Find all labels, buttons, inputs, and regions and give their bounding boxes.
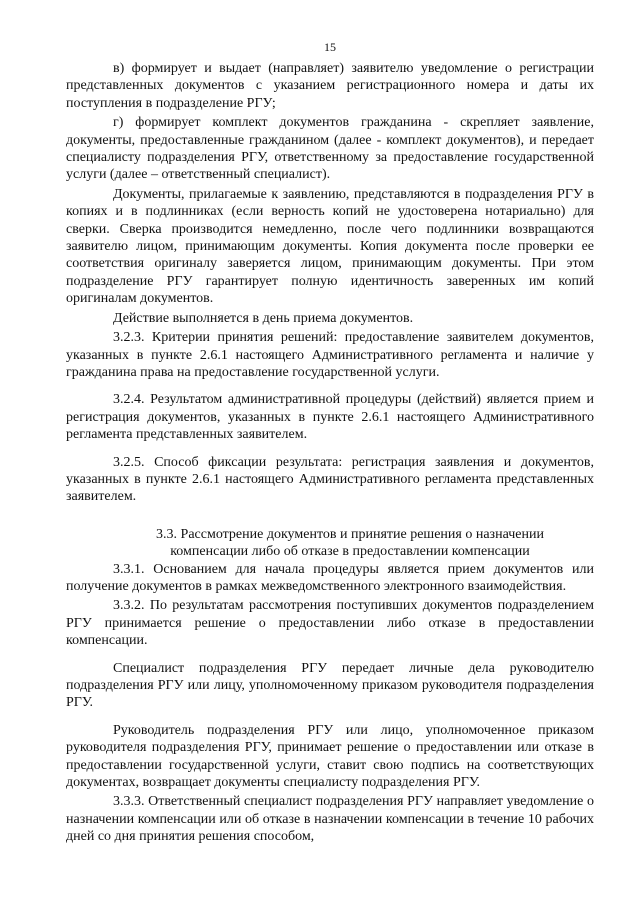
paragraph-3-2-3: 3.2.3. Критерии принятия решений: предоставление заявителем документов, указанных в пункте 2.6.1 настоящего Административного регламента и наличие у гражданина права на предоставление государственной услуги. [66,330,594,380]
paragraph-item-g: г) формирует комплект документов гражданина - скрепляет заявление, документы, предоставленные гражданином (далее - комплект документов), и передает специалисту подразделения РГУ, ответственному за предоставление государственной услуги (далее – ответственный специалист). [66,115,594,183]
paragraph-3-2-5: 3.2.5. Способ фиксации результата: регистрация заявления и документов, указанных в пункте 2.6.1 настоящего Административного регламента представленных заявителем. [66,454,594,505]
paragraph-documents-copies: Документы, прилагаемые к заявлению, представляются в подразделения РГУ в копиях и в подлинниках (если верность копий не удостоверена нотариально) для сверки. Сверка производится немедленно, после чего подлинники возвращаются заявителю лицом, принимающим документы. Копия документа после проверки ее соответствия оригиналу заверяется лицом, принимающим документы. При этом подразделение РГУ гарантирует полную идентичность заверенных им копий оригиналам документов. [66,186,594,307]
section-heading-3-3 [66,526,594,561]
paragraph-3-3-1: 3.3.1. Основанием для начала процедуры является прием документов или получение документов в рамках межведомственного электронного взаимодействия. [66,561,594,594]
paragraph-3-2-4: 3.2.4. Результатом административной процедуры (действий) является прием и регистрация документов, указанных в пункте 2.6.1 настоящего Административного регламента представленных заявителем. [66,392,594,443]
paragraph-action-day: Действие выполняется в день приема документов. [113,310,414,326]
section-heading-line-1: 3.3. Рассмотрение документов и принятие решения о назначении [156,526,544,542]
paragraph-specialist-transfer: Специалист подразделения РГУ передает личные дела руководителю подразделения РГУ или лицу, уполномоченному приказом руководителя подразделения РГУ. [66,660,594,711]
paragraph-3-3-3: 3.3.3. Ответственный специалист подразделения РГУ направляет уведомление о назначении компенсации или об отказе в назначении компенсации в течение 10 рабочих дней со дня принятия решения способом, [66,794,594,845]
paragraph-item-v: в) формирует и выдает (направляет) заявителю уведомление о регистрации представленных документов с указанием регистрационного номера и даты их поступления в подразделение РГУ; [66,61,594,111]
paragraph-3-3-2: 3.3.2. По результатам рассмотрения поступивших документов подразделением РГУ принимается решение о предоставлении либо отказе в предоставлении компенсации. [66,598,594,649]
section-heading-line-2: компенсации либо об отказе в предоставлении компенсации [170,544,530,560]
page-number: 15 [324,40,336,54]
paragraph-head-decision: Руководитель подразделения РГУ или лицо, уполномоченное приказом руководителя подразделения РГУ, принимает решение о предоставлении или отказе в предоставлении государственной услуги, ставит свою подпись на соответствующих документах, возвращает документы специалисту подразделения РГУ. [66,722,594,791]
page-body [66,60,594,848]
